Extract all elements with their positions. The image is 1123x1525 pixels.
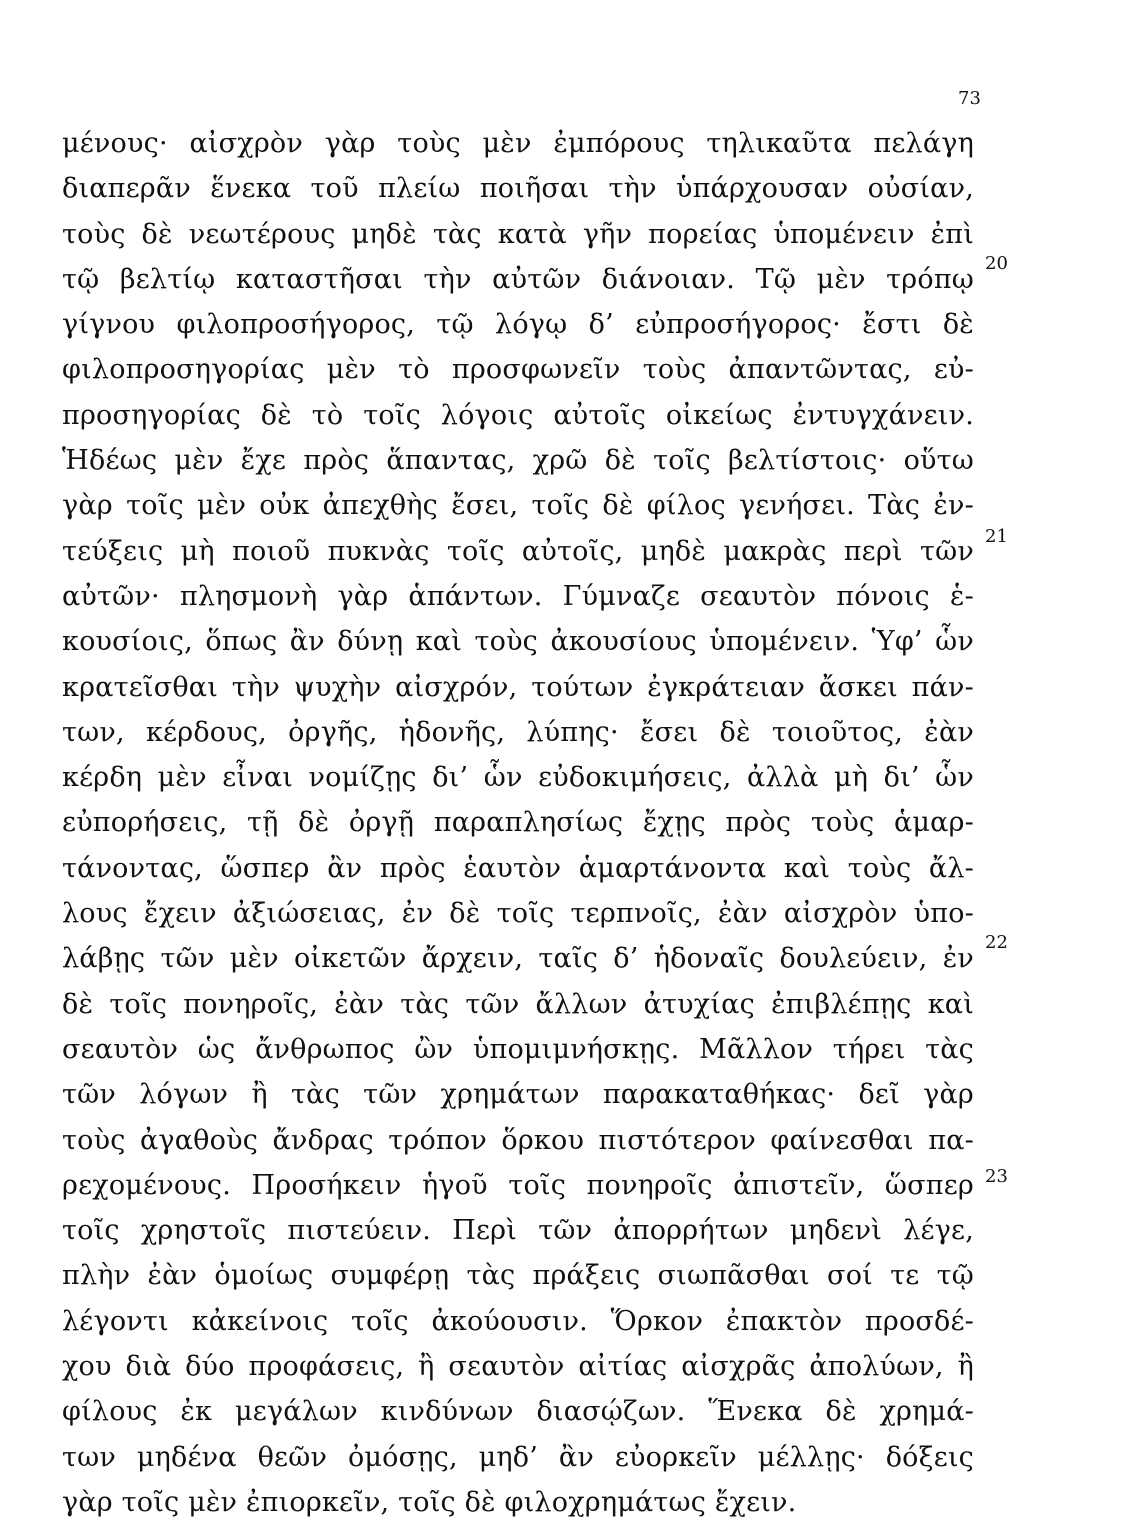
text-line: γὰρ τοῖς μὲν οὐκ ἀπεχθὴς ἔσει, τοῖς δὲ φίλος γενήσει. Τὰς ἐν- (62, 490, 974, 522)
text-line: φιλοπροσηγορίας μὲν τὸ προσφωνεῖν τοὺς ἀπαντῶντας, εὐ- (62, 354, 974, 386)
text-line: λέγοντι κἀκείνοις τοῖς ἀκούουσιν. Ὅρκον ἐπακτὸν προσδέ- (62, 1305, 974, 1337)
text-line: διαπερᾶν ἕνεκα τοῦ πλείω ποιῆσαι τὴν ὑπάρχουσαν οὐσίαν, (62, 173, 974, 205)
text-line: τεύξεις μὴ ποιοῦ πυκνὰς τοῖς αὐτοῖς, μηδὲ μακρὰς περὶ τῶν (62, 535, 974, 567)
text-line: γὰρ τοῖς μὲν ἐπιορκεῖν, τοῖς δὲ φιλοχρημάτως ἔχειν. (62, 1486, 797, 1518)
text-line: πλὴν ἐὰν ὁμοίως συμφέρῃ τὰς πράξεις σιωπᾶσθαι σοί τε τῷ (62, 1260, 974, 1292)
margin-section-number: 22 (985, 932, 1008, 953)
text-line: μένους· αἰσχρὸν γὰρ τοὺς μὲν ἐμπόρους τηλικαῦτα πελάγη (62, 128, 974, 159)
text-line: των, κέρδους, ὀργῆς, ἡδονῆς, λύπης· ἔσει δὲ τοιοῦτος, ἐὰν (62, 716, 974, 748)
text-line: τοῖς χρηστοῖς πιστεύειν. Περὶ τῶν ἀπορρήτων μηδενὶ λέγε, (62, 1215, 974, 1247)
page-number: 73 (958, 88, 981, 109)
text-line: λους ἔχειν ἀξιώσειας, ἐν δὲ τοῖς τερπνοῖς, ἐὰν αἰσχρὸν ὑπο- (62, 898, 974, 930)
text-line: εὐπορήσεις, τῇ δὲ ὀργῇ παραπλησίως ἔχῃς πρὸς τοὺς ἁμαρ- (62, 807, 974, 839)
margin-section-number: 20 (985, 253, 1008, 274)
text-line: κέρδη μὲν εἶναι νομίζῃς δι’ ὧν εὐδοκιμήσεις, ἀλλὰ μὴ δι’ ὧν (62, 762, 974, 794)
text-line: κουσίοις, ὅπως ἂν δύνῃ καὶ τοὺς ἀκουσίους ὑπομένειν. Ὑφ’ ὧν (62, 626, 974, 658)
text-line: κρατεῖσθαι τὴν ψυχὴν αἰσχρόν, τούτων ἐγκράτειαν ἄσκει πάν- (62, 671, 974, 703)
text-line: προσηγορίας δὲ τὸ τοῖς λόγοις αὐτοῖς οἰκείως ἐντυγχάνειν. (62, 399, 974, 431)
text-line: ρεχομένους. Προσήκειν ἡγοῦ τοῖς πονηροῖς ἀπιστεῖν, ὥσπερ (62, 1169, 974, 1201)
margin-section-number: 23 (985, 1166, 1008, 1187)
text-line: τῷ βελτίῳ καταστῆσαι τὴν αὐτῶν διάνοιαν. Τῷ μὲν τρόπῳ (62, 263, 974, 295)
text-line: αὐτῶν· πλησμονὴ γὰρ ἁπάντων. Γύμναζε σεαυτὸν πόνοις ἑ- (62, 580, 974, 612)
margin-section-number: 21 (985, 526, 1008, 547)
text-line: σεαυτὸν ὡς ἄνθρωπος ὢν ὑπομιμνήσκῃς. Μᾶλλον τήρει τὰς (62, 1033, 974, 1065)
text-line: τάνοντας, ὥσπερ ἂν πρὸς ἑαυτὸν ἁμαρτάνοντα καὶ τοὺς ἄλ- (62, 852, 974, 884)
text-line: φίλους ἐκ μεγάλων κινδύνων διασῴζων. Ἕνεκα δὲ χρημά- (62, 1396, 974, 1428)
text-line: γίγνου φιλοπροσήγορος, τῷ λόγῳ δ’ εὐπροσήγορος· ἔστι δὲ (62, 309, 974, 341)
text-line: τοὺς ἀγαθοὺς ἄνδρας τρόπον ὅρκου πιστότερον φαίνεσθαι πα- (62, 1124, 974, 1156)
text-line: Ἡδέως μὲν ἔχε πρὸς ἅπαντας, χρῶ δὲ τοῖς βελτίστοις· οὕτω (62, 445, 974, 477)
text-line: λάβῃς τῶν μὲν οἰκετῶν ἄρχειν, ταῖς δ’ ἡδοναῖς δουλεύειν, ἐν (62, 943, 974, 975)
body-text (62, 121, 974, 1525)
text-line: δὲ τοῖς πονηροῖς, ἐὰν τὰς τῶν ἄλλων ἀτυχίας ἐπιβλέπῃς καὶ (62, 988, 974, 1020)
text-line: των μηδένα θεῶν ὀμόσῃς, μηδ’ ἂν εὐορκεῖν μέλλῃς· δόξεις (62, 1441, 974, 1473)
text-line: τοὺς δὲ νεωτέρους μηδὲ τὰς κατὰ γῆν πορείας ὑπομένειν ἐπὶ (62, 218, 974, 250)
text-line: χου διὰ δύο προφάσεις, ἢ σεαυτὸν αἰτίας αἰσχρᾶς ἀπολύων, ἢ (62, 1351, 974, 1383)
text-line: τῶν λόγων ἢ τὰς τῶν χρημάτων παρακαταθήκας· δεῖ γὰρ (62, 1079, 974, 1111)
